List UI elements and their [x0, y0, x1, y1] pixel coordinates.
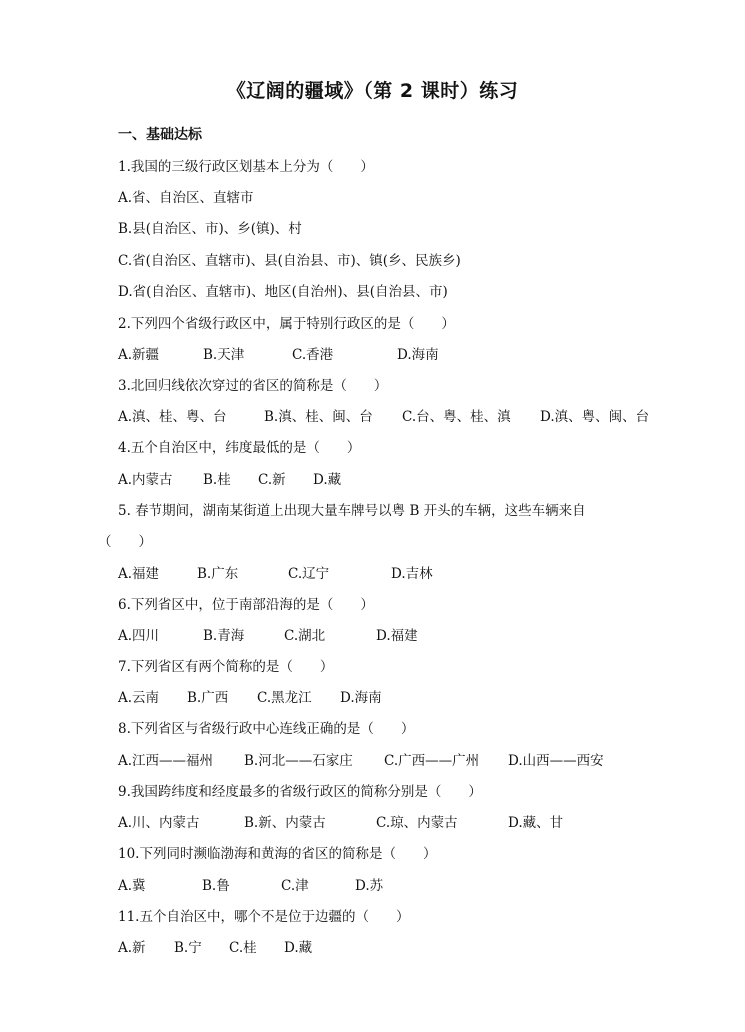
question-11-stem: 11.五个自治区中，哪个不是位于边疆的（ ） [118, 909, 410, 925]
question-2-option-c: C.香港 [292, 347, 334, 363]
question-5-option-c: C.辽宁 [288, 566, 330, 582]
question-9-option-b: B.新、内蒙古 [244, 815, 326, 831]
question-5-option-d: D.吉林 [391, 566, 433, 582]
question-9-option-d: D.藏、甘 [508, 815, 564, 831]
question-10-option-b: B.鲁 [202, 878, 230, 894]
question-8-option-a: A.江西——福州 [118, 753, 214, 769]
question-8-option-b: B.河北——石家庄 [244, 753, 353, 769]
question-8-stem: 8.下列省区与省级行政中心连线正确的是（ ） [118, 721, 415, 737]
question-5-option-b: B.广东 [197, 566, 239, 582]
question-10-option-d: D.苏 [355, 878, 384, 894]
question-1-option-c: C.省(自治区、直辖市)、县(自治县、市)、镇(乡、民族乡) [118, 253, 461, 269]
question-5-stem-paren: （ ） [98, 534, 152, 550]
question-1-option-a: A.省、自治区、直辖市 [118, 190, 254, 206]
question-11-option-d: D.藏 [284, 940, 313, 956]
question-4-option-c: C.新 [258, 472, 286, 488]
question-10-option-a: A.冀 [118, 878, 146, 894]
question-4-stem: 4.五个自治区中，纬度最低的是（ ） [118, 440, 361, 456]
document-title: 《辽阔的疆域》（第 2 课时）练习 [226, 80, 519, 102]
question-2-option-d: D.海南 [397, 347, 439, 363]
question-3-option-b: B.滇、桂、闽、台 [264, 409, 373, 425]
question-5-option-a: A.福建 [118, 566, 160, 582]
question-5-stem: 5. 春节期间，湖南某街道上出现大量车牌号以粤 B 开头的车辆，这些车辆来自 [118, 503, 586, 519]
question-8-option-c: C.广西——广州 [384, 753, 480, 769]
question-4-option-a: A.内蒙古 [118, 472, 173, 488]
question-11-option-a: A.新 [118, 940, 146, 956]
question-1-option-b: B.县(自治区、市)、乡(镇)、村 [118, 221, 302, 237]
question-4-option-b: B.桂 [203, 472, 231, 488]
question-3-option-c: C.台、粤、桂、滇 [402, 409, 511, 425]
question-7-option-d: D.海南 [340, 690, 382, 706]
question-10-option-c: C.津 [281, 878, 309, 894]
question-8-option-d: D.山西——西安 [508, 753, 604, 769]
question-2-stem: 2.下列四个省级行政区中，属于特别行政区的是（ ） [118, 316, 455, 332]
question-10-stem: 10.下列同时濒临渤海和黄海的省区的简称是（ ） [118, 846, 437, 862]
question-7-stem: 7.下列省区有两个简称的是（ ） [118, 659, 334, 675]
question-1-option-d: D.省(自治区、直辖市)、地区(自治州)、县(自治县、市) [118, 284, 448, 300]
question-6-option-a: A.四川 [118, 628, 160, 644]
question-1-stem: 1.我国的三级行政区划基本上分为（ ） [118, 159, 374, 175]
section-heading: 一、基础达标 [118, 127, 202, 143]
question-7-option-a: A.云南 [118, 690, 160, 706]
question-4-option-d: D.藏 [313, 472, 342, 488]
question-6-option-b: B.青海 [203, 628, 245, 644]
question-11-option-b: B.宁 [174, 940, 202, 956]
question-3-option-d: D.滇、粤、闽、台 [540, 409, 650, 425]
question-6-stem: 6.下列省区中，位于南部沿海的是（ ） [118, 597, 374, 613]
question-7-option-c: C.黑龙江 [257, 690, 312, 706]
question-6-option-c: C.湖北 [284, 628, 326, 644]
question-2-option-b: B.天津 [203, 347, 245, 363]
question-2-option-a: A.新疆 [118, 347, 160, 363]
question-3-stem: 3.北回归线依次穿过的省区的简称是（ ） [118, 378, 388, 394]
question-9-option-c: C.琼、内蒙古 [376, 815, 458, 831]
question-9-stem: 9.我国跨纬度和经度最多的省级行政区的简称分别是（ ） [118, 784, 482, 800]
question-6-option-d: D.福建 [376, 628, 418, 644]
question-11-option-c: C.桂 [229, 940, 257, 956]
question-9-option-a: A.川、内蒙古 [118, 815, 200, 831]
question-3-option-a: A.滇、桂、粤、台 [118, 409, 227, 425]
question-7-option-b: B.广西 [187, 690, 229, 706]
